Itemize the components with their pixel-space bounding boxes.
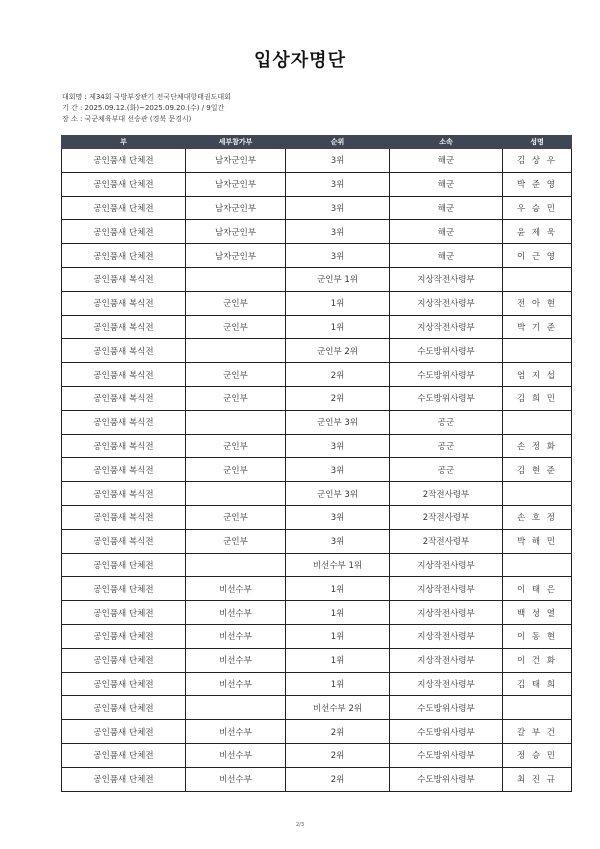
cell-name: [503, 339, 572, 363]
table-row: [62, 458, 572, 482]
cell-division: 공인품새 단체전: [62, 577, 186, 601]
cell-division: 공인품새 복식전: [62, 363, 186, 387]
header-sub-division: 세부참가부: [186, 136, 286, 149]
table-row: [62, 196, 572, 220]
cell-sub-division: 군인부: [186, 386, 286, 410]
cell-division: 공인품새 복식전: [62, 410, 186, 434]
cell-rank: 비선수부 2위: [286, 696, 390, 720]
cell-sub-division: 비선수부: [186, 601, 286, 625]
cell-name: 이 동 현: [503, 624, 572, 648]
cell-division: 공인품새 복식전: [62, 315, 186, 339]
header-rank: 순위: [286, 136, 390, 149]
cell-sub-division: 군인부: [186, 363, 286, 387]
table-row: [62, 410, 572, 434]
cell-sub-division: 군인부: [186, 434, 286, 458]
cell-name: 손 호 정: [503, 505, 572, 529]
cell-sub-division: 남자군인부: [186, 196, 286, 220]
cell-name: [503, 410, 572, 434]
cell-affiliation: 공군: [390, 434, 503, 458]
cell-affiliation: 지상작전사령부: [390, 291, 503, 315]
cell-affiliation: 지상작전사령부: [390, 315, 503, 339]
cell-name: 김 희 민: [503, 386, 572, 410]
cell-rank: 3위: [286, 196, 390, 220]
cell-affiliation: 지상작전사령부: [390, 624, 503, 648]
cell-rank: 1위: [286, 577, 390, 601]
cell-name: [503, 553, 572, 577]
cell-affiliation: 해군: [390, 196, 503, 220]
cell-sub-division: 비선수부: [186, 624, 286, 648]
table-row: [62, 434, 572, 458]
cell-sub-division: 남자군인부: [186, 172, 286, 196]
cell-affiliation: 지상작전사령부: [390, 553, 503, 577]
cell-rank: 3위: [286, 529, 390, 553]
cell-affiliation: 지상작전사령부: [390, 672, 503, 696]
cell-rank: 1위: [286, 601, 390, 625]
cell-sub-division: 비선수부: [186, 767, 286, 791]
cell-division: 공인품새 복식전: [62, 434, 186, 458]
cell-rank: 3위: [286, 172, 390, 196]
cell-name: 전 아 현: [503, 291, 572, 315]
cell-division: 공인품새 복식전: [62, 339, 186, 363]
cell-sub-division: [186, 696, 286, 720]
cell-sub-division: [186, 339, 286, 363]
cell-division: 공인품새 복식전: [62, 386, 186, 410]
cell-division: 공인품새 단체전: [62, 672, 186, 696]
cell-division: 공인품새 단체전: [62, 196, 186, 220]
cell-name: 갈 부 건: [503, 720, 572, 744]
table-row: [62, 363, 572, 387]
table-row: [62, 648, 572, 672]
table-row: [62, 553, 572, 577]
cell-affiliation: 해군: [390, 220, 503, 244]
header-name: 성명: [503, 136, 572, 149]
cell-division: 공인품새 단체전: [62, 172, 186, 196]
table-row: [62, 244, 572, 268]
table-row: [62, 505, 572, 529]
cell-name: 엄 지 섭: [503, 363, 572, 387]
cell-rank: 군인부 1위: [286, 267, 390, 291]
cell-rank: 3위: [286, 149, 390, 173]
cell-affiliation: 해군: [390, 244, 503, 268]
cell-sub-division: [186, 410, 286, 434]
cell-sub-division: 남자군인부: [186, 220, 286, 244]
cell-division: 공인품새 복식전: [62, 529, 186, 553]
table-row: [62, 220, 572, 244]
cell-name: 최 진 규: [503, 767, 572, 791]
cell-affiliation: 해군: [390, 149, 503, 173]
cell-sub-division: [186, 267, 286, 291]
cell-sub-division: 남자군인부: [186, 149, 286, 173]
cell-rank: 2위: [286, 363, 390, 387]
cell-rank: 군인부 2위: [286, 339, 390, 363]
cell-division: 공인품새 단체전: [62, 149, 186, 173]
cell-sub-division: [186, 553, 286, 577]
table-row: [62, 743, 572, 767]
cell-sub-division: 비선수부: [186, 577, 286, 601]
cell-affiliation: 수도방위사령부: [390, 386, 503, 410]
cell-affiliation: 수도방위사령부: [390, 363, 503, 387]
cell-affiliation: 지상작전사령부: [390, 267, 503, 291]
cell-rank: 군인부 3위: [286, 482, 390, 506]
cell-affiliation: 2작전사령부: [390, 482, 503, 506]
cell-division: 공인품새 단체전: [62, 696, 186, 720]
cell-rank: 군인부 3위: [286, 410, 390, 434]
cell-affiliation: 해군: [390, 172, 503, 196]
cell-division: 공인품새 복식전: [62, 291, 186, 315]
cell-name: 박 해 민: [503, 529, 572, 553]
cell-rank: 2위: [286, 767, 390, 791]
cell-sub-division: 비선수부: [186, 672, 286, 696]
event-period: 기 간 : 2025.09.12.(화)~2025.09.20.(수) / 9일간: [62, 104, 225, 112]
cell-division: 공인품새 복식전: [62, 267, 186, 291]
cell-sub-division: 군인부: [186, 291, 286, 315]
table-row: [62, 291, 572, 315]
cell-name: 백 성 열: [503, 601, 572, 625]
cell-rank: 비선수부 1위: [286, 553, 390, 577]
cell-rank: 3위: [286, 244, 390, 268]
cell-name: [503, 482, 572, 506]
table-row: [62, 624, 572, 648]
cell-sub-division: 군인부: [186, 458, 286, 482]
table-row: [62, 577, 572, 601]
cell-rank: 1위: [286, 315, 390, 339]
cell-sub-division: 군인부: [186, 505, 286, 529]
cell-name: 김 상 우: [503, 149, 572, 173]
cell-division: 공인품새 단체전: [62, 220, 186, 244]
cell-name: 정 승 민: [503, 743, 572, 767]
table-row: [62, 339, 572, 363]
cell-name: 이 태 은: [503, 577, 572, 601]
cell-affiliation: 수도방위사령부: [390, 743, 503, 767]
table-row: [62, 172, 572, 196]
cell-name: [503, 267, 572, 291]
cell-affiliation: 2작전사령부: [390, 529, 503, 553]
table-row: [62, 529, 572, 553]
cell-rank: 1위: [286, 624, 390, 648]
table-row: [62, 601, 572, 625]
cell-division: 공인품새 단체전: [62, 601, 186, 625]
cell-name: [503, 696, 572, 720]
cell-affiliation: 공군: [390, 410, 503, 434]
cell-sub-division: 군인부: [186, 315, 286, 339]
cell-sub-division: 군인부: [186, 529, 286, 553]
cell-division: 공인품새 복식전: [62, 458, 186, 482]
table-row: [62, 482, 572, 506]
cell-name: 우 승 민: [503, 196, 572, 220]
cell-rank: 1위: [286, 291, 390, 315]
cell-name: 이 건 화: [503, 648, 572, 672]
cell-name: 윤 제 욱: [503, 220, 572, 244]
cell-division: 공인품새 단체전: [62, 553, 186, 577]
cell-division: 공인품새 단체전: [62, 648, 186, 672]
cell-sub-division: 비선수부: [186, 648, 286, 672]
event-venue: 장 소 : 국군체육부대 선승관 (경북 문경시): [62, 115, 192, 123]
table-row: [62, 267, 572, 291]
cell-affiliation: 지상작전사령부: [390, 648, 503, 672]
cell-affiliation: 수도방위사령부: [390, 339, 503, 363]
winners-table: [61, 135, 572, 792]
cell-division: 공인품새 단체전: [62, 720, 186, 744]
table-row: [62, 767, 572, 791]
cell-division: 공인품새 단체전: [62, 624, 186, 648]
cell-division: 공인품새 단체전: [62, 244, 186, 268]
header-affiliation: 소속: [390, 136, 503, 149]
cell-name: 김 태 희: [503, 672, 572, 696]
cell-rank: 3위: [286, 505, 390, 529]
table-header-row: [62, 136, 572, 149]
cell-division: 공인품새 복식전: [62, 482, 186, 506]
table-row: [62, 315, 572, 339]
cell-rank: 3위: [286, 434, 390, 458]
table-row: [62, 696, 572, 720]
cell-name: 박 기 준: [503, 315, 572, 339]
header-division: 부: [62, 136, 186, 149]
table-row: [62, 672, 572, 696]
cell-rank: 1위: [286, 672, 390, 696]
table-body: [62, 149, 572, 792]
table-row: [62, 386, 572, 410]
cell-affiliation: 공군: [390, 458, 503, 482]
cell-sub-division: 비선수부: [186, 720, 286, 744]
cell-rank: 2위: [286, 743, 390, 767]
cell-affiliation: 수도방위사령부: [390, 720, 503, 744]
cell-affiliation: 수도방위사령부: [390, 767, 503, 791]
page-number: 2/3: [295, 822, 305, 828]
cell-division: 공인품새 복식전: [62, 505, 186, 529]
cell-division: 공인품새 단체전: [62, 743, 186, 767]
cell-name: 박 준 영: [503, 172, 572, 196]
page-title: 입상자명단: [254, 50, 346, 71]
cell-sub-division: 비선수부: [186, 743, 286, 767]
table-row: [62, 149, 572, 173]
cell-rank: 3위: [286, 458, 390, 482]
cell-affiliation: 지상작전사령부: [390, 577, 503, 601]
cell-sub-division: [186, 482, 286, 506]
cell-name: 이 근 영: [503, 244, 572, 268]
cell-affiliation: 지상작전사령부: [390, 601, 503, 625]
cell-division: 공인품새 단체전: [62, 767, 186, 791]
cell-name: 손 정 화: [503, 434, 572, 458]
table-row: [62, 720, 572, 744]
cell-affiliation: 2작전사령부: [390, 505, 503, 529]
cell-name: 김 현 준: [503, 458, 572, 482]
cell-rank: 2위: [286, 720, 390, 744]
cell-rank: 1위: [286, 648, 390, 672]
cell-affiliation: 수도방위사령부: [390, 696, 503, 720]
cell-rank: 2위: [286, 386, 390, 410]
event-name: 대회명 : 제34회 국방부장관기 전국단체대항태권도대회: [62, 93, 231, 101]
cell-rank: 3위: [286, 220, 390, 244]
cell-sub-division: 남자군인부: [186, 244, 286, 268]
